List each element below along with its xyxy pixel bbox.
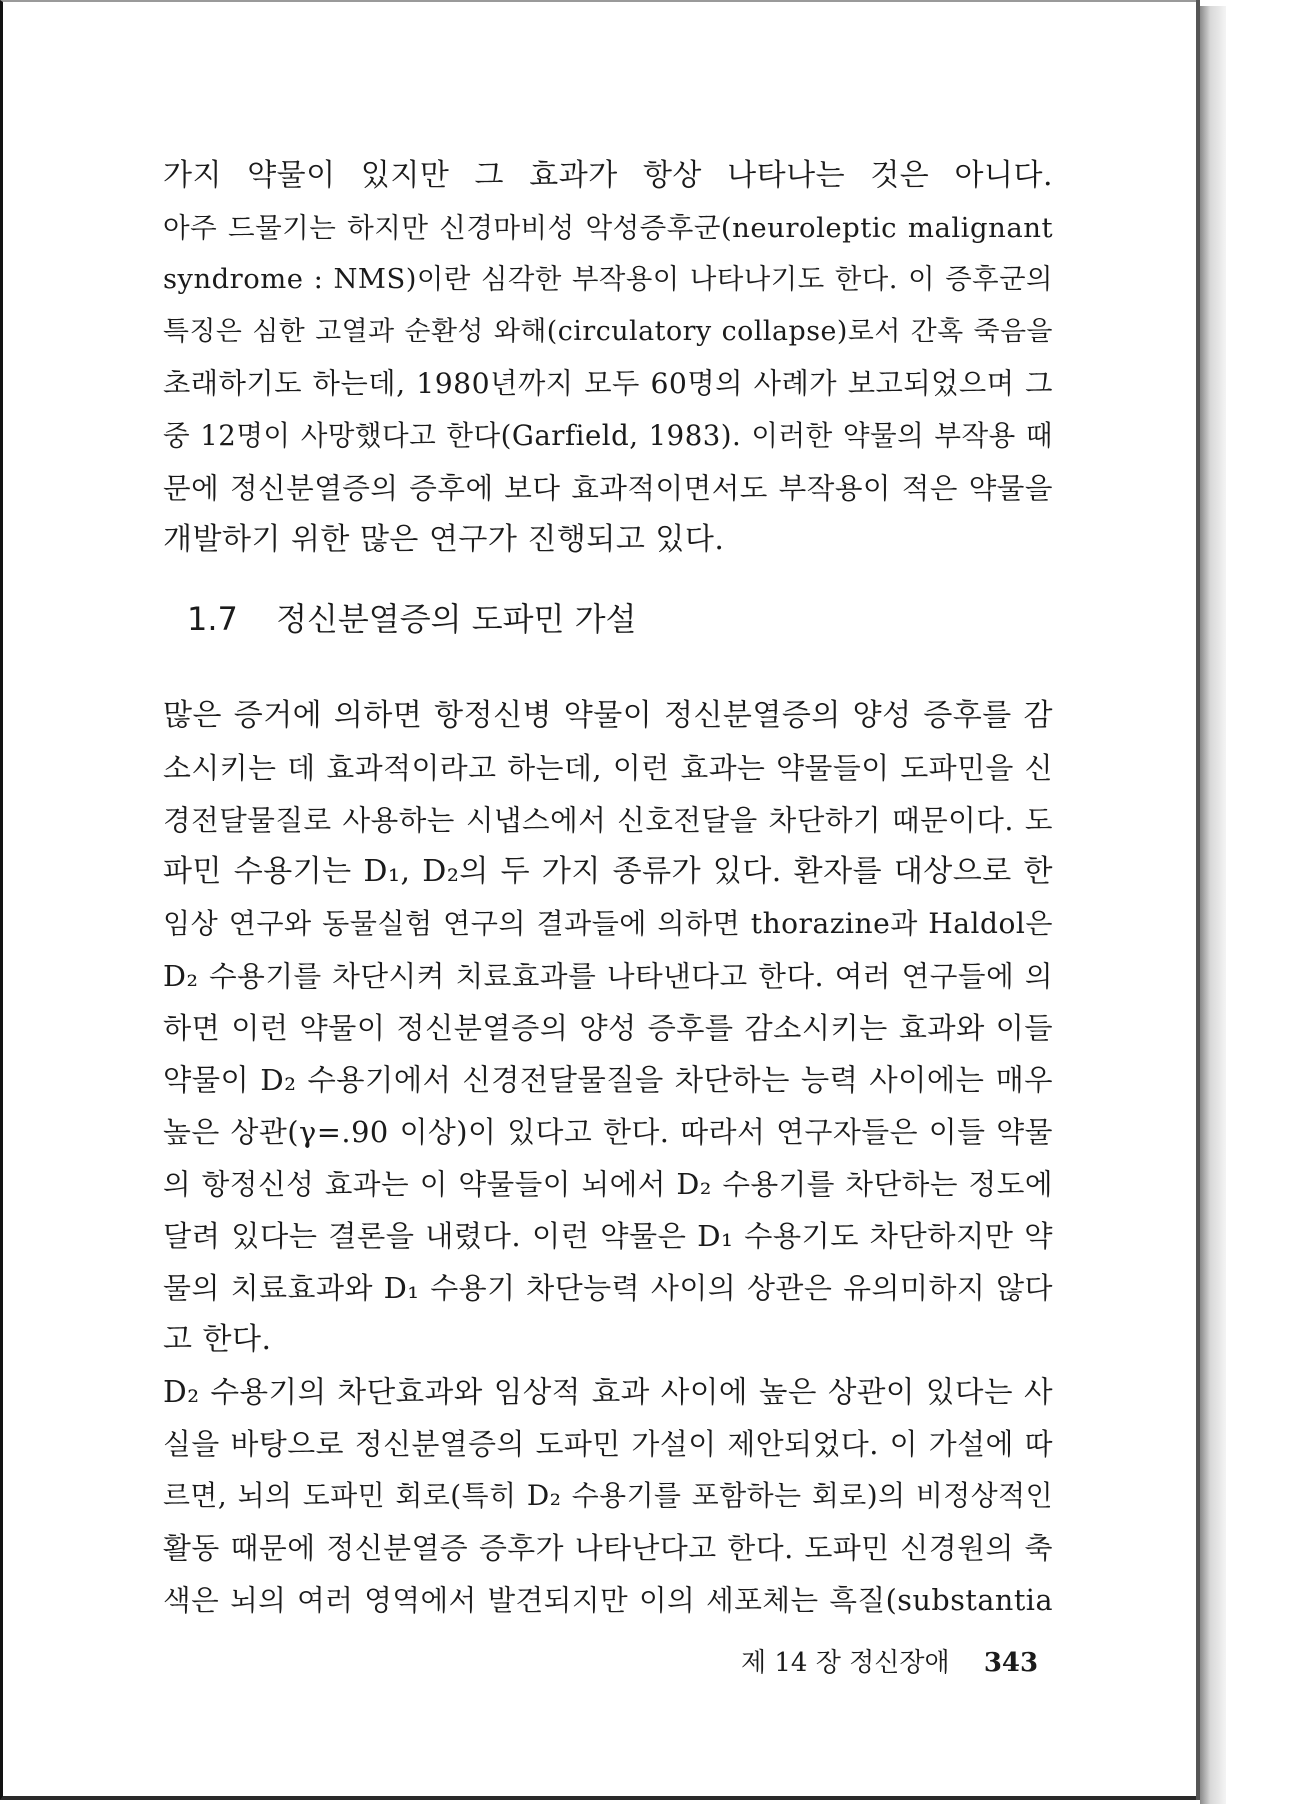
- section-number: 1.7: [187, 600, 238, 638]
- text-line: 색은 뇌의 여러 영역에서 발견되지만 이의 세포체는 흑질(substantia: [163, 1583, 1053, 1617]
- text-line: 소시키는 데 효과적이라고 하는데, 이런 효과는 약물들이 도파민을 신: [163, 751, 1053, 785]
- text-line: syndrome : NMS)이란 심각한 부작용이 나타나기도 한다. 이 증후군의: [163, 264, 1053, 295]
- text-line: 개발하기 위한 많은 연구가 진행되고 있다.: [163, 522, 725, 557]
- text-line: 중 12명이 사망했다고 한다(Garfield, 1983). 이러한 약물의 부작용 때: [163, 420, 1053, 452]
- text-line: D₂ 수용기의 차단효과와 임상적 효과 사이에 높은 상관이 있다는 사: [163, 1375, 1053, 1409]
- page-shadow: [1200, 6, 1226, 1804]
- text-line: 하면 이런 약물이 정신분열증의 양성 증후를 감소시키는 효과와 이들: [163, 1011, 1053, 1045]
- paragraph-side-effects: [163, 150, 1053, 566]
- text-line: 많은 증거에 의하면 항정신병 약물이 정신분열증의 양성 증후를 감: [163, 698, 1053, 733]
- section-heading: [187, 594, 636, 640]
- text-line: 활동 때문에 정신분열증 증후가 나타난다고 한다. 도파민 신경원의 축: [163, 1531, 1053, 1565]
- text-line: 의 항정신성 효과는 이 약물들이 뇌에서 D₂ 수용기를 차단하는 정도에: [163, 1167, 1053, 1201]
- text-line: 문에 정신분열증의 증후에 보다 효과적이면서도 부작용이 적은 약물을: [163, 471, 1053, 505]
- text-line: 물의 치료효과와 D₁ 수용기 차단능력 사이의 상관은 유의미하지 않다: [163, 1271, 1053, 1305]
- text-line: 약물이 D₂ 수용기에서 신경전달물질을 차단하는 능력 사이에는 매우: [163, 1063, 1053, 1097]
- text-line: 아주 드물기는 하지만 신경마비성 악성증후군(neuroleptic malignant: [163, 212, 1053, 244]
- text-line: 경전달물질로 사용하는 시냅스에서 신호전달을 차단하기 때문이다. 도: [163, 803, 1053, 837]
- text-line: D₂ 수용기를 차단시켜 치료효과를 나타낸다고 한다. 여러 연구들에 의: [163, 959, 1053, 993]
- page-footer: [741, 1642, 1038, 1679]
- chapter-title: 제 14 장 정신장애: [741, 1648, 950, 1678]
- text-line: 달려 있다는 결론을 내렸다. 이런 약물은 D₁ 수용기도 차단하지만 약: [163, 1219, 1053, 1253]
- text-line: 초래하기도 하는데, 1980년까지 모두 60명의 사례가 보고되었으며 그: [163, 367, 1053, 400]
- text-line: 르면, 뇌의 도파민 회로(특히 D₂ 수용기를 포함하는 회로)의 비정상적인: [163, 1479, 1053, 1512]
- paragraph-dopamine-hypothesis: [163, 690, 1053, 1626]
- section-title: 정신분열증의 도파민 가설: [276, 600, 637, 638]
- text-line: 가지 약물이 있지만 그 효과가 항상 나타나는 것은 아니다.: [163, 158, 1053, 193]
- text-line: 특징은 심한 고열과 순환성 와해(circulatory collapse)로서 간혹 죽음을: [163, 316, 1053, 347]
- text-line: 임상 연구와 동물실험 연구의 결과들에 의하면 thorazine과 Haldol은: [163, 907, 1053, 940]
- page-number: 343: [983, 1648, 1039, 1678]
- text-line: 높은 상관(γ=.90 이상)이 있다고 한다. 따라서 연구자들은 이들 약물: [163, 1115, 1053, 1149]
- text-line: 고 한다.: [163, 1322, 272, 1357]
- text-line: 실을 바탕으로 정신분열증의 도파민 가설이 제안되었다. 이 가설에 따: [163, 1427, 1053, 1461]
- text-line: 파민 수용기는 D₁, D₂의 두 가지 종류가 있다. 환자를 대상으로 한: [163, 854, 1053, 889]
